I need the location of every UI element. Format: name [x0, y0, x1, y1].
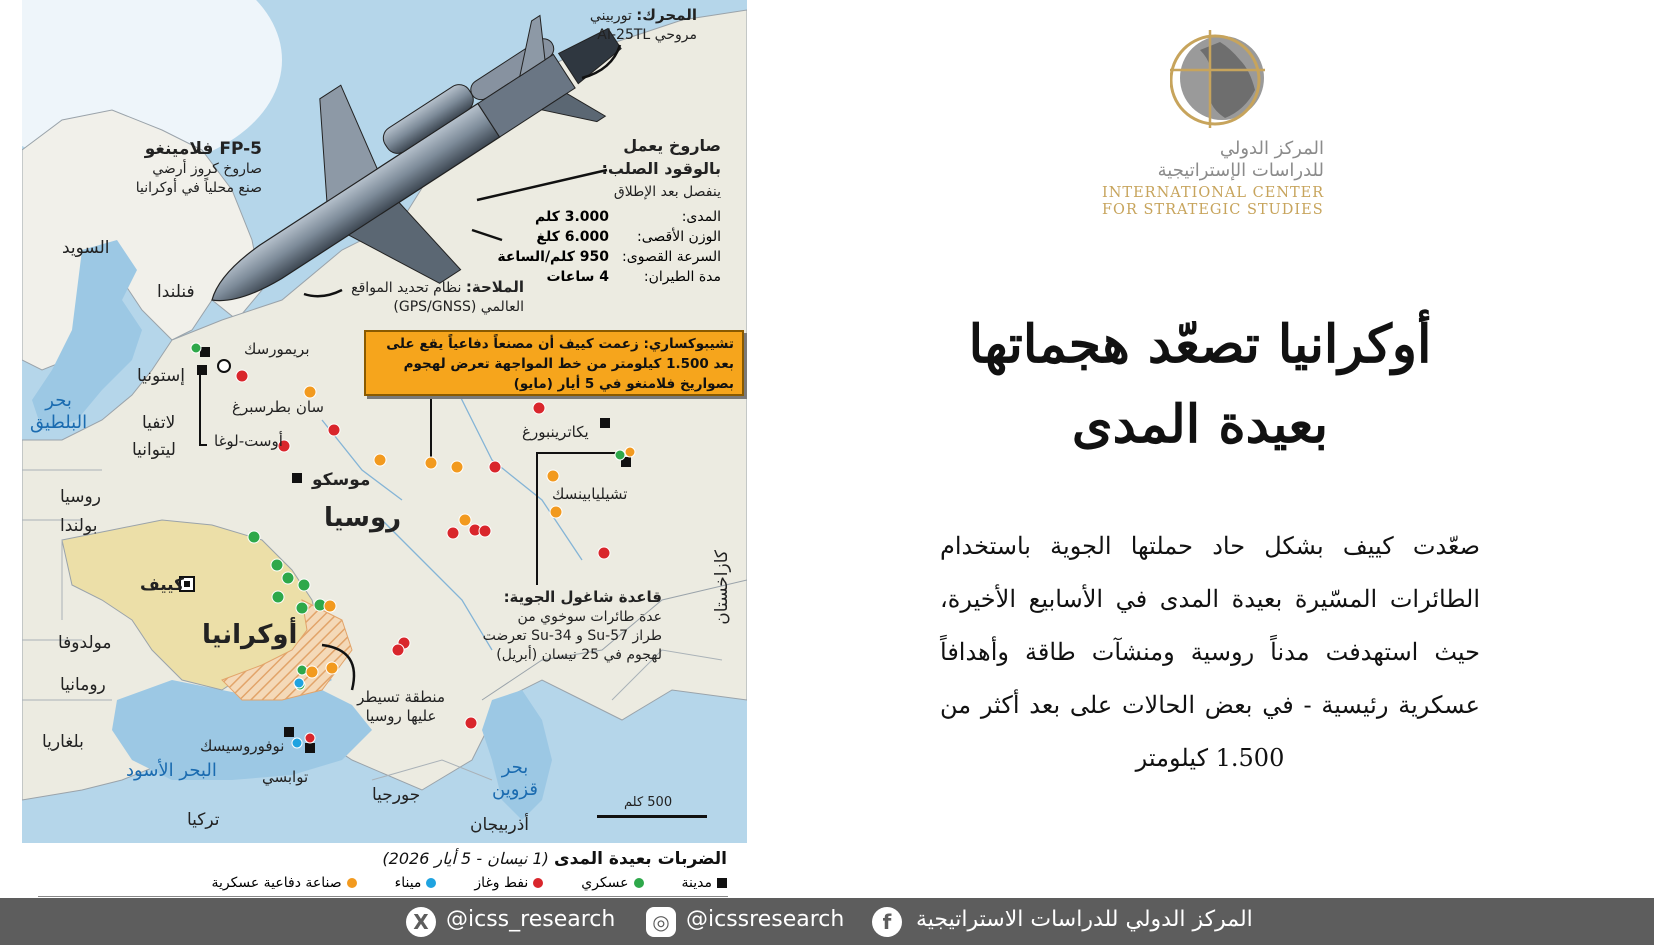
- label-tuapse: توابسي: [262, 768, 309, 786]
- legend-items: [212, 875, 728, 891]
- label-black-sea: البحر الأسود: [126, 760, 217, 781]
- missile-name: FP-5 فلامينغو: [144, 139, 262, 159]
- callout-line-1: تشيبوكساري: زعمت كييف أن مصنعاً دفاعياً يقع على: [386, 336, 734, 352]
- booster-note: [602, 135, 721, 203]
- oilgas-dot-icon: [533, 878, 543, 888]
- label-caspian-sea: بحر قزوين: [492, 757, 538, 800]
- label-russia-kaliningrad: روسيا: [60, 487, 101, 507]
- airbase-line-2: طراز Su-57 و Su-34 تعرضت: [482, 628, 662, 644]
- city-marker-ustluga: [218, 360, 230, 372]
- callout-line-3: بصواريخ فلامنغو في 5 أيار (مايو): [513, 376, 734, 392]
- booster-title-2: بالوقود الصلب:: [601, 159, 721, 178]
- legend-item-oilgas: نفط وغاز: [474, 875, 543, 891]
- cheboksary-callout: [364, 330, 744, 396]
- label-chelyabinsk: تشيليابينسك: [552, 485, 628, 503]
- globe-logo-icon: [1170, 30, 1270, 130]
- label-romania: رومانيا: [60, 675, 106, 695]
- legend-title: الضربات بعيدة المدى (1 نيسان - 5 أيار 2026): [382, 849, 727, 869]
- legend-item-city: مدينة: [682, 875, 727, 891]
- airbase-note: [483, 588, 662, 665]
- city-square-icon: [717, 878, 727, 888]
- port-dot-icon: [426, 878, 436, 888]
- label-moscow: موسكو: [312, 470, 371, 490]
- engine-text-1: توربيني: [589, 8, 632, 24]
- legend-item-defense: صناعة دفاعية عسكرية: [212, 875, 357, 891]
- nav-text-2: العالمي (GPS/GNSS): [393, 299, 524, 315]
- occupied-label: منطقة تسيطر عليها روسيا: [357, 688, 445, 725]
- legend-item-military: عسكري: [581, 875, 643, 891]
- label-estonia: إستونيا: [137, 366, 185, 386]
- defense-dot-icon: [347, 878, 357, 888]
- label-azerbaijan: أذربيجان: [470, 815, 530, 835]
- label-novorossiysk: نوفوروسيسك: [200, 737, 285, 755]
- label-yekaterinburg: يكاترينبورغ: [522, 423, 589, 441]
- org-name-english-1: INTERNATIONAL CENTER: [1102, 185, 1325, 201]
- body-paragraph: صعّدت كييف بشكل حاد حملتها الجوية باستخدام الطائرات المسّيرة بعيدة المدى في الأسابيع الأخيرة، حيث استهدفت مدناً روسية ومنشآت طاقة وأهدافاً عسكرية رئيسية - في بعض الحالات على بعد أكثر من 1.500 كيلومتر: [940, 532, 1480, 772]
- nav-text-1: نظام تحديد المواقع: [351, 280, 462, 296]
- spec-row-weight: الوزن الأقصى: 6.000 كلغ: [536, 229, 721, 245]
- city-marker-novorossiysk: [284, 727, 294, 737]
- label-ukraine: أوكرانيا: [202, 620, 298, 650]
- scale-label: 500 كلم: [624, 795, 673, 810]
- airbase-line-3: لهجوم في 25 نيسان (أبريل): [496, 647, 662, 663]
- map-legend: [22, 843, 747, 898]
- city-marker-primorsk: [200, 347, 210, 357]
- instagram-handle[interactable]: @icssresearch: [686, 907, 845, 932]
- city-marker-moscow: [292, 473, 302, 483]
- legend-divider: [38, 896, 728, 897]
- org-name-arabic-2: للدراسات الإستراتيجية: [1157, 160, 1324, 181]
- legend-item-port: ميناء: [395, 875, 437, 891]
- label-lithuania: ليتوانيا: [132, 440, 176, 460]
- missile-desc-2: صنع محلياً في أوكرانيا: [135, 180, 262, 196]
- x-handle[interactable]: @icss_research: [446, 907, 616, 932]
- facebook-icon[interactable]: f: [872, 907, 902, 937]
- label-kyiv: كييف: [140, 575, 185, 595]
- label-bulgaria: بلغاريا: [42, 732, 84, 752]
- military-dot-icon: [634, 878, 644, 888]
- label-st-petersburg: سان بطرسبرغ: [232, 398, 324, 416]
- spec-row-speed: السرعة القصوى: 950 كلم/الساعة: [497, 249, 721, 265]
- label-baltic-sea: بحر البلطيق: [30, 390, 88, 433]
- city-marker-tuapse: [305, 743, 315, 753]
- headline: [900, 305, 1500, 465]
- instagram-icon[interactable]: ◎: [646, 907, 676, 937]
- label-russia: روسيا: [324, 503, 402, 533]
- footer-bar: [0, 898, 1654, 945]
- label-turkey: تركيا: [187, 810, 220, 830]
- label-finland: فنلندا: [157, 282, 195, 302]
- facebook-name[interactable]: المركز الدولي للدراسات الاستراتيجية: [916, 907, 1253, 932]
- label-poland: بولندا: [60, 516, 98, 536]
- label-latvia: لاتفيا: [142, 413, 176, 433]
- engine-note: [590, 6, 697, 45]
- label-primorsk: بريمورسك: [244, 340, 310, 358]
- callout-line-2: بعد 1.500 كيلومتر من خط المواجهة تعرض لهجوم: [403, 356, 734, 372]
- engine-text-2: مروحي AI-25TL: [597, 27, 697, 43]
- booster-title-1: صاروخ يعمل: [623, 136, 721, 155]
- spec-table: [497, 207, 721, 287]
- label-moldova: مولدوفا: [58, 633, 112, 653]
- org-name-arabic-1: المركز الدولي: [1219, 138, 1324, 159]
- headline-line-2: بعيدة المدى: [1071, 394, 1329, 455]
- x-icon[interactable]: X: [406, 907, 436, 937]
- engine-label: المحرك:: [636, 6, 697, 24]
- airbase-line-1: عدة طائرات سوخوي من: [517, 609, 662, 625]
- spec-row-flight-time: مدة الطيران: 4 ساعات: [546, 269, 721, 285]
- label-ust-luga: أوست-لوغا: [214, 432, 283, 450]
- headline-line-1: أوكرانيا تصعّد هجماتها: [968, 314, 1432, 375]
- missile-desc-1: صاروخ كروز أرضي: [152, 161, 262, 177]
- airbase-title: قاعدة شاغول الجوية:: [503, 588, 662, 606]
- label-kazakhstan: كازاخستان: [712, 550, 732, 625]
- booster-desc: ينفصل بعد الإطلاق: [613, 184, 721, 200]
- spec-row-range: المدى: 3.000 كلم: [534, 209, 721, 225]
- nav-label: الملاحة:: [465, 278, 524, 296]
- label-sweden: السويد: [62, 238, 110, 258]
- org-name-english-2: FOR STRATEGIC STUDIES: [1102, 202, 1324, 218]
- legend-period: (1 نيسان - 5 أيار 2026): [382, 849, 549, 868]
- nav-note: [351, 278, 524, 317]
- missile-name-note: [136, 140, 262, 198]
- city-marker-yekaterinburg: [600, 418, 610, 428]
- scale-bar: [597, 815, 707, 818]
- city-marker-stpetersburg: [197, 365, 207, 375]
- label-georgia: جورجيا: [372, 785, 421, 805]
- map-panel: [22, 0, 747, 843]
